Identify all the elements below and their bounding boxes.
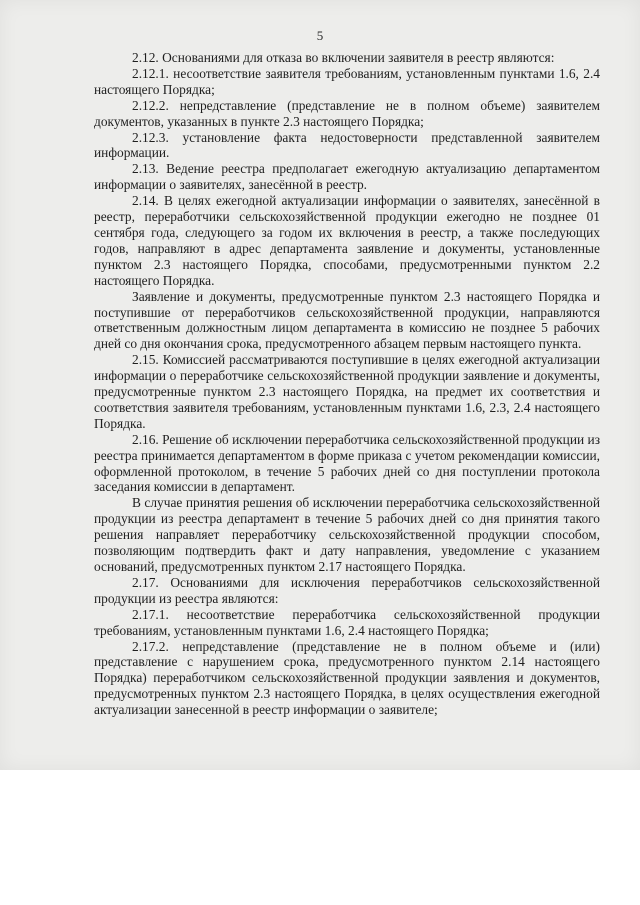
paragraph-2-12-2: 2.12.2. непредставление (представление не в полном объеме) заявителем документов, указанных в пункте 2.3 настоящего Порядка; (94, 97, 600, 129)
paragraph-2-17-1: 2.17.1. несоответствие переработчика сельскохозяйственной продукции требованиям, установленным пунктами 1.6, 2.4 настоящего Порядка; (94, 606, 600, 638)
paragraph-2-12-3: 2.12.3. установление факта недостоверности представленной заявителем информации. (94, 129, 600, 161)
page-number: 5 (316, 28, 324, 43)
paragraph-2-12: 2.12. Основаниями для отказа во включении заявителя в реестр являются: (132, 50, 555, 65)
paragraph-2-12-1: 2.12.1. несоответствие заявителя требованиям, установленным пунктами 1.6, 2.4 настоящего Порядка; (94, 65, 600, 97)
paragraph-2-17: 2.17. Основаниями для исключения переработчиков сельскохозяйственной продукции из реестра являются: (94, 574, 600, 606)
document-body (94, 50, 600, 718)
paragraph-2-15: 2.15. Комиссией рассматриваются поступившие в целях ежегодной актуализации информации о переработчике сельскохозяйственной продукции заявление и документы, предусмотренные пунктом 2.3 настоящего Порядка, на предмет их соответствия и соответствия заявителя требованиям, установленным пунктами 1.6, 2.3, 2.4 настоящего Порядка. (94, 352, 600, 431)
paragraph-2-13: 2.13. Ведение реестра предполагает ежегодную актуализацию департаментом информации о заявителях, занесённой в реестр. (94, 161, 600, 193)
paragraph-2-14: 2.14. В целях ежегодной актуализации информации о заявителях, занесённой в реестр, переработчики сельскохозяйственной продукции ежегодно не позднее 01 сентября года, следующего за годом их включения в реестр, а также последующих годов, направляют в адрес департамента заявление и документы, установленные пунктом 2.3 настоящего Порядка, способами, предусмотренными пунктом 2.2 настоящего Порядка. (94, 193, 600, 288)
paragraph-2-17-2: 2.17.2. непредставление (представление не в полном объеме и (или) представление с нарушением срока, предусмотренного пунктом 2.14 настоящего Порядка) переработчиком сельскохозяйственной продукции заявления и документов, предусмотренных пунктом 2.3 настоящего Порядка, в целях осуществления ежегодной актуализации занесенной в реестр информации о заявителе; (94, 638, 600, 718)
paragraph-2-14-second: Заявление и документы, предусмотренные пунктом 2.3 настоящего Порядка и поступившие от переработчиков сельскохозяйственной продукции, направляются ответственным должностным лицом департамента в комиссию не позднее 5 рабочих дней со дня окончания срока, предусмотренного абзацем первым настоящего пункта. (94, 288, 600, 352)
paragraph-2-16-second: В случае принятия решения об исключении переработчика сельскохозяйственной продукции из реестра департамент в течение 5 рабочих дней со дня принятия такого решения направляет переработчику сельскохозяйственной продукции способом, позволяющим подтвердить факт и дату направления, уведомление с указанием оснований, предусмотренных пунктом 2.17 настоящего Порядка. (94, 495, 600, 574)
paragraph-2-16: 2.16. Решение об исключении переработчика сельскохозяйственной продукции из реестра принимается департаментом в форме приказа с учетом рекомендации комиссии, оформленной протоколом, в течение 5 рабочих дней со дня поступлении протокола заседания комиссии в департамент. (94, 431, 600, 495)
